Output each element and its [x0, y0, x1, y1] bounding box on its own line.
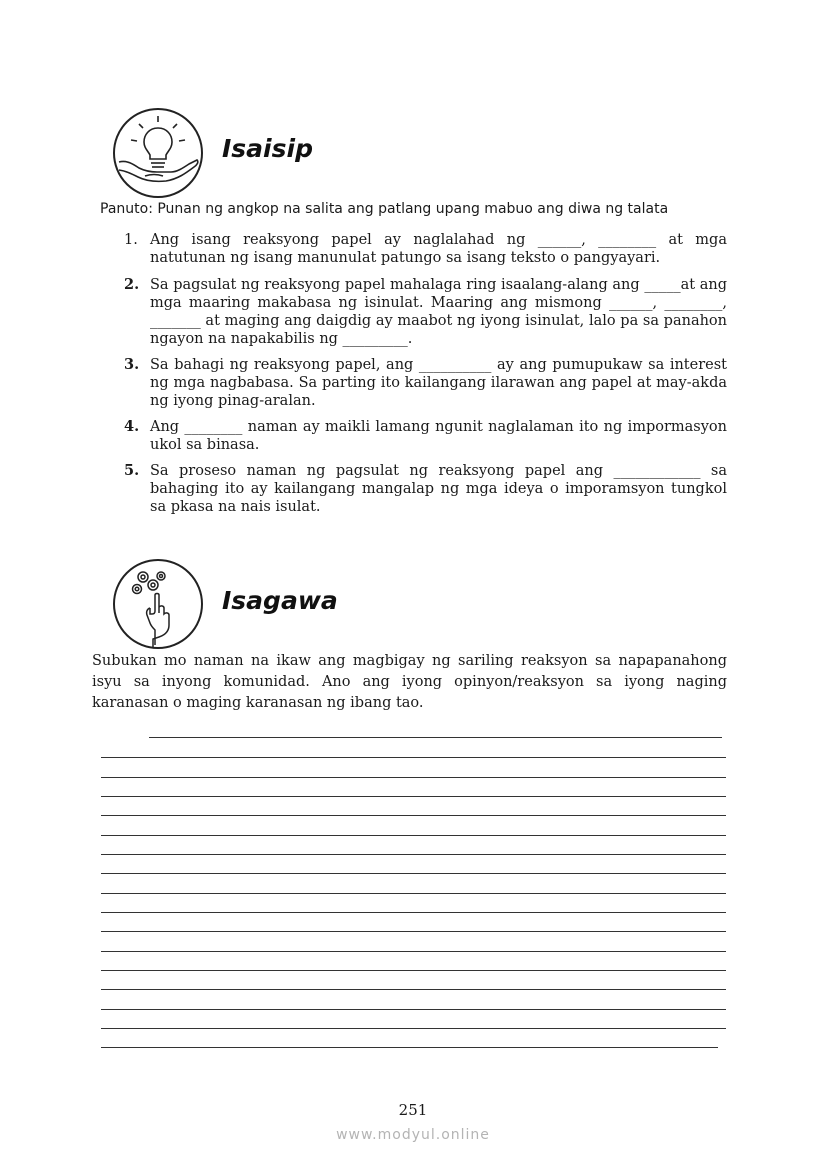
- item-text: Sa pagsulat ng reaksyong papel mahalaga ring isaalang-alang ang _____at ang mga maaring makabasa ng isinulat. Maaring ang mismong ______, ________, _______ at maging ang daigdig ay maabot ng iyong isinulat, lalo pa sa panahon ngayon na napakabilis ng _________.: [150, 277, 727, 347]
- answer-line: [101, 1009, 726, 1010]
- section-title-isaisip: Isaisip: [222, 134, 313, 163]
- item-text: Ang ________ naman ay maikli lamang ngunit naglalaman ito ng impormasyon ukol sa binasa.: [150, 419, 727, 453]
- answer-line: [101, 989, 726, 990]
- answer-line: [101, 873, 726, 874]
- answer-line: [101, 912, 726, 913]
- instruction-text: Panuto: Punan ng angkop na salita ang patlang upang mabuo ang diwa ng talata: [100, 201, 669, 217]
- item-text: Ang isang reaksyong papel ay naglalahad ng ______, ________ at mga natutunan ng isang manunulat patungo sa isang teksto o pangyayari.: [150, 232, 727, 266]
- watermark: www.modyul.online: [336, 1127, 490, 1143]
- answer-line: [101, 951, 726, 952]
- answer-line: [101, 777, 726, 778]
- answer-line: [101, 815, 726, 816]
- item-number: 3.: [124, 356, 140, 373]
- page-number: 251: [398, 1101, 428, 1119]
- answer-line: [101, 835, 726, 836]
- item-text: Sa bahagi ng reaksyong papel, ang __________ ay ang pumupukaw sa interest ng mga nagbabasa. Sa parting ito kailangang ilarawan ang papel at may-akda ng iyong pinag-aralan.: [150, 357, 727, 409]
- item-number: 2.: [124, 276, 140, 293]
- list-item: [124, 276, 727, 348]
- item-number: 4.: [124, 418, 140, 435]
- activity-instruction: Subukan mo naman na ikaw ang magbigay ng sariling reaksyon sa napapanahong isyu sa inyong komunidad. Ano ang iyong opinyon/reaksyon sa iyong naging karanasan o maging karanasan ng ibang tao.: [92, 653, 727, 711]
- answer-line: [101, 893, 726, 894]
- hand-gears-icon: [113, 559, 203, 649]
- list-item: [124, 462, 727, 516]
- list-item: [124, 231, 727, 267]
- answer-line: [101, 757, 726, 758]
- item-number: 5.: [124, 462, 140, 479]
- answer-line: [149, 737, 722, 738]
- answer-line: [101, 854, 726, 855]
- answer-line: [101, 1047, 718, 1048]
- answer-line: [101, 796, 726, 797]
- list-item: [124, 418, 727, 454]
- item-text: Sa proseso naman ng pagsulat ng reaksyong papel ang ____________ sa bahaging ito ay kailangang mangalap ng mga ideya o imporamsyon tungkol sa pkasa na nais isulat.: [150, 463, 727, 515]
- item-number: 1.: [124, 232, 138, 248]
- answer-line: [101, 970, 726, 971]
- lightbulb-hand-icon: [113, 108, 203, 198]
- section-title-isagawa: Isagawa: [222, 586, 338, 615]
- list-item: [124, 356, 727, 410]
- answer-line: [101, 1028, 726, 1029]
- answer-line: [101, 931, 726, 932]
